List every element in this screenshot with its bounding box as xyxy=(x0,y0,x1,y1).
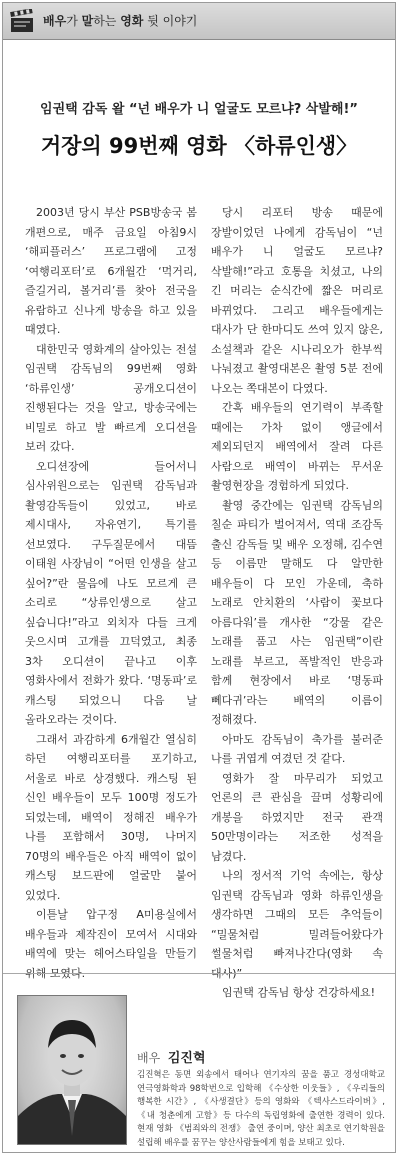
left-column xyxy=(25,203,197,983)
paragraph: 간혹 배우들의 연기력이 부족할 때에는 가차 없이 앵글에서 제외되던지 배역에서 잘려 다른 사람으로 배역이 바뀌는 무서운 촬영현장을 경험하게 되었다. xyxy=(211,401,383,492)
author-photo xyxy=(17,995,127,1145)
author-name: 김진혁 xyxy=(167,1051,206,1066)
paragraph: 영화가 잘 마무리가 되었고 언론의 큰 관심을 끌며 성황리에 개봉을 하였지만 전국 관객 50만명이라는 저조한 성적을 남겼다. xyxy=(211,771,383,863)
author-role: 배우 xyxy=(137,1051,161,1065)
paragraph: 나의 정서적 기억 속에는, 항상 임권택 감독님과 영화 하류인생을 생각하면 그때의 모든 추억들이 “밀물처럼 밀려들어왔다가 썰물처럼 빠져나간다(영화 속 대사)” xyxy=(211,869,383,980)
portrait-illustration xyxy=(18,996,126,1144)
paragraph: 그래서 과감하게 6개월간 열심히 하던 여행리포터를 포기하고, 서울로 바로 상경했다. 캐스팅 된 신인 배우들이 모두 100명 정도가 되었는데, 배역이 정해진 배우가 나를 포함해서 30명, 나머지 70명의 배우들은 아직 배역이 없이 캐스팅 보드판에 얼굴만 붙어 있었다. xyxy=(25,732,197,902)
paragraph: 당시 리포터 방송 때문에 장발이었던 나에게 감독님이 “넌 배우가 니 얼굴도 모르냐? 삭발해!”라고 호통을 치셨고, 나의 긴 머리는 순식간에 짧은 머리로 바뀌었다. 그리고 배우들에게는 대사가 단 한마디도 쓰여 있지 않은, 소설책과 같은 시나리오가 한부씩 나눠졌고 촬영대본은 촬영 5분 전에 나오는 쪽대본이 다였다. xyxy=(211,206,383,395)
paragraph: 촬영 중간에는 임권택 감독님의 칠순 파티가 벌어져서, 역대 조감독 출신 감독들 및 배우 오정해, 김수연 등 이름만 말해도 다 알만한 배우들이 다 모인 가운데, 축하 노래로 안치환의 ‘사람이 꽃보다 아름다워’를 개사한 “강물 같은 노래를 품고 사는 임권택”이란 노래를 부르고, 폭발적인 반응과 함께 현장에서 바로 ‘명동파 뻬다귀’라는 배역의 이름이 정해졌다. xyxy=(211,498,383,726)
column-title: 배우가 말하는 영화 뒷 이야기 xyxy=(43,14,198,28)
article-subtitle: 임권택 감독 왈 “넌 배우가 니 얼굴도 모르냐? 삭발해!” xyxy=(40,102,358,117)
paragraph: 대한민국 영화계의 살아있는 전설 임권택 감독님의 99번째 영화 ‘하류인생’ 공개오디션이 진행된다는 것을 알고, 방송국에는 비밀로 하고 발 빠르게 오디션을 보러 갔다. xyxy=(25,342,197,453)
paragraph: 임권택 감독님 항상 건강하세요! xyxy=(222,986,376,999)
paragraph: 오디션장에 들어서니 심사위원으로는 임권택 감독님과 촬영감독들이 있었고, 바로 제시대사, 자유연기, 특기를 선보였다. 구두질문에서 대뜸 이태원 사장님이 “어떤 인생을 살고 싶어?”란 물음에 나도 모르게 큰 소리로 “상류인생으로 살고 싶습니다!”라고 외치자 다들 크게 웃으시며 고개를 끄덕였고, 최종 3차 오디션이 끝나고 이후 영화사에서 전화가 왔다. ‘명동파’로 캐스팅 되었으니 다음 날 올라오라는 것이다. xyxy=(25,459,197,726)
author-bio: 김진혁은 동면 외송에서 태어나 연기자의 꿈을 품고 경성대학교 연극영화학과 98학번으로 입학해 《수상한 이웃들》, 《우리들의 행복한 시간》, 《사생결단》등의 영화와 《텍사스드라이버》, 《내 청춘에게 고함》등 다수의 독립영화에 출연한 경력이 있다. 현재 영화 《범죄와의 전쟁》 출연 중이며, 양산 최초로 연기학원을 설립해 배우를 꿈꾸는 양산사람들에게 힘을 보태고 있다. xyxy=(137,1070,385,1148)
paragraph: 아마도 감독님이 축가를 불러준 나를 귀엽게 여겼던 것 같다. xyxy=(211,732,383,765)
author-byline xyxy=(137,1047,206,1066)
paragraph: 이튿날 압구정 A미용실에서 배우들과 제작진이 모여서 시대와 배역에 맞는 헤어스타일을 만들기 위해 모였다. xyxy=(25,908,197,980)
section-divider xyxy=(3,973,395,974)
column-header xyxy=(3,3,395,40)
paragraph: 2003년 당시 부산 PSB방송국 봄 개편으로, 매주 금요일 아침9시 ‘해피플러스’ 프로그램에 고정 ‘여행리포터’로 6개월간 ‘먹거리, 즐길거리, 볼거리’를 찾아 전국을 유람하고 신나게 방송을 하고 있을 때였다. xyxy=(25,206,197,336)
clapperboard-icon xyxy=(9,9,35,33)
right-column xyxy=(211,203,383,1003)
article-frame xyxy=(2,2,396,1153)
article-title: 거장의 99번째 영화 〈하류인생〉 xyxy=(40,134,358,158)
